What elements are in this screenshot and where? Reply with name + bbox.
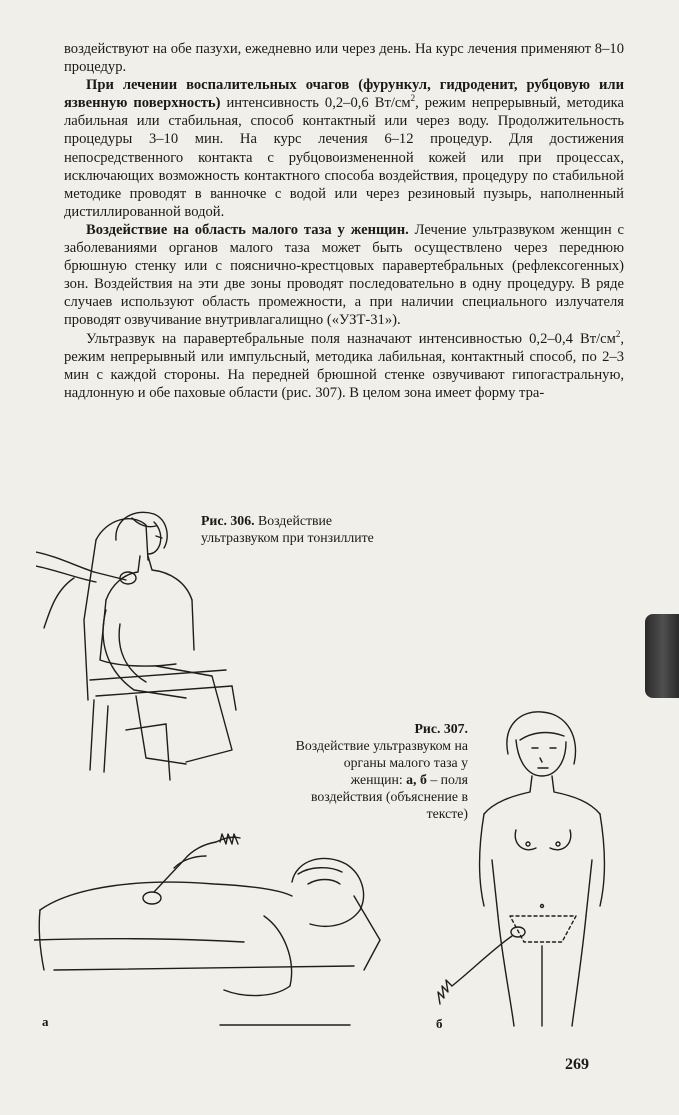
figure-307-rest: – поля воздействия (объяснение в тексте) <box>310 772 468 821</box>
paragraph-2-text-a: интенсивность 0,2–0,6 Вт/см <box>220 95 411 112</box>
paragraph-3-heading: Воздействие на область малого таза у женщин. <box>86 221 409 238</box>
figure-307-text: Воздействие ультразвуком на органы малого таза у женщин: <box>295 738 468 787</box>
paragraph-1: воздействуют на обе пазухи, ежедневно или через день. На курс лечения применяют 8–10 процедур. <box>64 41 624 76</box>
paragraph-4 <box>64 330 624 402</box>
figure-307-label: Рис. 307. <box>414 721 468 736</box>
paragraph-2-text-b: , режим непрерывный, методика лабильная или стабильная, способ контактный или через воду. Продолжительность процедуры 3–10 мин. На курс лечения 6–12 процедур. Для достижения непосредственного контакта с рубцовоизмененной кожей или при процессах, исключающих возможность контактного способа воздействия, процедуру по стабильной методике проводят в ванночке с водой или через резиновый пузырь, наполненный дистиллированной водой. <box>64 95 624 220</box>
figure-306-label: Рис. 306. <box>201 513 255 528</box>
paragraph-2 <box>64 76 624 221</box>
page-number: 269 <box>565 1056 589 1073</box>
paragraph-2-superscript: 2 <box>410 93 416 104</box>
paragraph-4-superscript: 2 <box>615 328 621 339</box>
figure-307a-illustration <box>34 820 384 1040</box>
subfigure-label-a: а <box>42 1014 49 1029</box>
paragraph-4-text-b: , режим непрерывный или импульсный, методика лабильная, контактный способ, по 2–3 мин с каждой стороны. На передней брюшной стенке озвучивают гипогастральную, надлонную и обе паховые области (рис. 307). В целом зона имеет форму тра- <box>64 330 624 401</box>
paragraph-3 <box>64 221 624 330</box>
figure-307-parts: а, б <box>406 772 427 787</box>
paragraph-4-text-a: Ультразвук на паравертебральные поля назначают интенсивностью 0,2–0,4 Вт/см <box>86 330 616 347</box>
body-text <box>64 40 624 402</box>
subfigure-label-b: б <box>436 1016 443 1031</box>
figure-306-caption <box>201 512 401 546</box>
page-tab-marker <box>645 614 679 698</box>
figure-306-text: Воздействие ультразвуком при тонзиллите <box>201 513 374 545</box>
paragraph-3-text: Лечение ультразвуком женщин с заболеваниями органов малого таза может быть осуществлено через переднюю брюшную стенку или с пояснично-крестцовых паравертебральных (рефлексогенных) зон. Воздействия на эти две зоны проводят последовательно в одну процедуру. В ряде случаев используют область промежности, а при наличии специального излучателя проводят озвучивание внутривлагалищно («УЗТ-31»). <box>64 221 624 329</box>
paragraph-2-heading: При лечении воспалительных очагов (фурункул, гидроденит, рубцовую или язвенную поверхность) <box>64 77 624 112</box>
figure-307-caption <box>290 720 468 822</box>
